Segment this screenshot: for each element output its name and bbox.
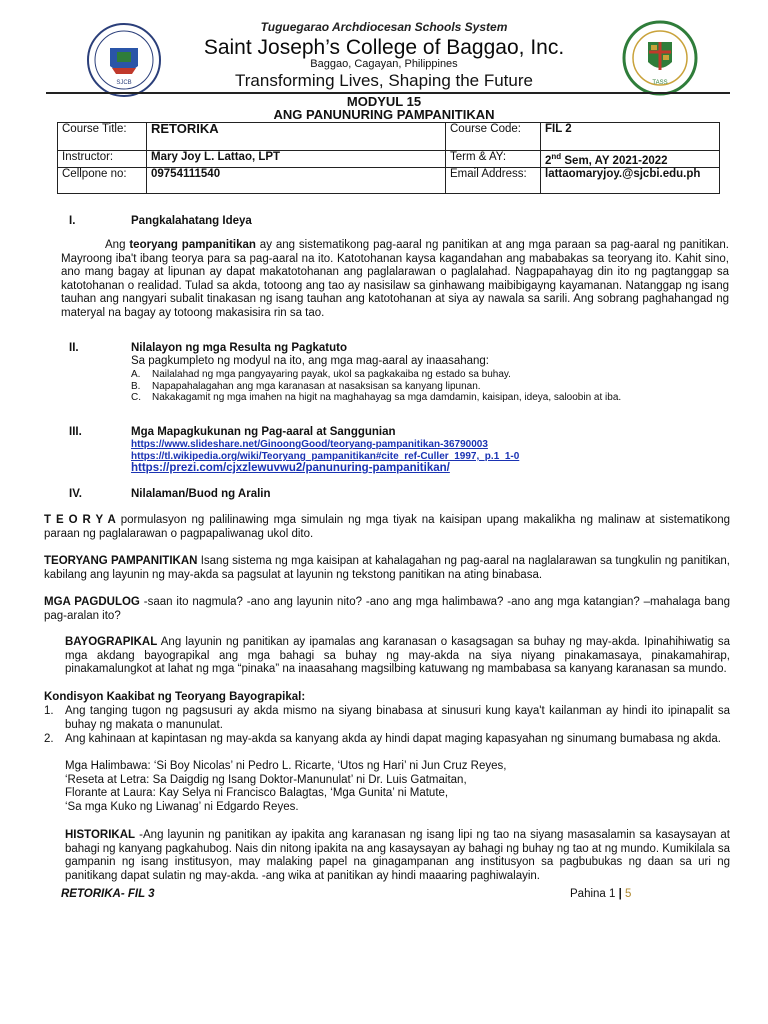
section-3-number: III. <box>69 426 82 438</box>
college-tagline: Transforming Lives, Shaping the Future <box>235 71 533 90</box>
instructor-label: Instructor: <box>58 151 147 168</box>
halimbawa-examples <box>65 760 725 814</box>
course-code-value: FIL 2 <box>541 123 720 151</box>
footer-course-label: RETORIKA- FIL 3 <box>61 888 155 900</box>
reference-link-prezi[interactable]: https://prezi.com/cjxzlewuvwu2/panunuring-pampanitikan/ <box>131 462 450 474</box>
example-line: ‘Reseta at Letra: Sa Daigdig ng Isang Doktor-Manunulat’ ni Dr. Luis Gatmaitan, <box>65 773 467 786</box>
historikal-paragraph: HISTORIKAL -Ang layunin ng panitikan ay ipakita ang karanasan ng isang lipi ng tao na siyang masasalamin sa kasaysayan at bahagi ng kanyang pagkahubog. Nais din nitong ipakita na ang kasaysayan ay bahagi ng buhay ng tao at ng mundo. Kumikilala sa gampanin ng isang institusyon, may malaking papel na ginagampanan ang institusyon sa pagbubukas ng daan sa uri ng panitikang dapat sulatin ng may-akda. -ang wika at panitikan ay hindi maaaring paghiwalayin. <box>65 829 730 882</box>
course-title-value: RETORIKA <box>147 123 446 151</box>
section-2-number: II. <box>69 342 79 354</box>
reference-link-slideshare[interactable]: https://www.slideshare.net/GinoongGood/teoryang-pampanitikan-36790003 <box>131 439 488 450</box>
footer-page-number: Pahina 1 | 5 <box>570 888 632 900</box>
list-item: A. Nailalahad ng mga pangyayaring payak, ukol sa pagkakaiba ng estado sa buhay. <box>131 369 511 380</box>
svg-text:TASS: TASS <box>652 80 668 86</box>
list-item: B. Napapahalagahan ang mga karanasan at nasaksisan sa kanyang lipunan. <box>131 380 481 392</box>
section-4-number: IV. <box>69 488 83 500</box>
archdiocesan-seal-logo <box>622 20 698 96</box>
email-label: Email Address: <box>446 167 541 193</box>
cellphone-value: 09754111540 <box>147 167 446 193</box>
course-title-label: Course Title: <box>58 123 147 151</box>
teorya-definition: T E O R Y A pormulasyon ng palilinawing mga simulain ng mga tiyak na kaisipan upang makalikha ng malinaw at sistematikong paraan ng paglalarawan o pagpapaliwanag ukol dito. <box>44 514 730 540</box>
teoryang-pampanitikan-definition: TEORYANG PAMPANITIKAN Isang sistema ng mga kaisipan at kahalagahan ng pag-aaral na naglalarawan sa tungkulin ng panitikan, kabilang ang layunin ng may-akda sa pagsulat at layunin ng tekstong panitikan na ating binabasa. <box>44 555 731 581</box>
section-4-title: Nilalaman/Buod ng Aralin <box>131 488 271 500</box>
section-2-intro: Sa pagkumpleto ng modyul na ito, ang mga mag-aaral ay inaasahang: <box>131 355 490 367</box>
module-number: MODYUL 15 <box>346 94 422 109</box>
bayograpikal-paragraph: BAYOGRAPIKAL Ang layunin ng panitikan ay ipamalas ang karanasan o kasagsagan sa buhay ng may-akda. Ipinahihiwatig sa mga akdang bayograpikal ang mga bahagi sa buhay ng may-akda na siya niyang pinakamasaya, pinakamahirap, pinakamalungkot at lahat ng mga “pinaka” na inaasahang magsilbing katuwang ng mambabasa sa kanyang karanasan sa mundo. <box>65 636 730 675</box>
email-value: lattaomaryjoy.@sjcbi.edu.ph <box>541 167 720 193</box>
list-item: C. Nakakagamit ng mga imahen na higit na maghahayag sa mga damdamin, kaisipan, ideya, saloobin at iba. <box>131 392 622 403</box>
college-seal-logo <box>86 22 162 98</box>
college-address: Baggao, Cagayan, Philippines <box>310 58 458 70</box>
term-label: Term & AY: <box>446 151 541 168</box>
cellphone-label: Cellpone no: <box>58 167 147 193</box>
instructor-value: Mary Joy L. Lattao, LPT <box>147 151 446 168</box>
college-name: Saint Joseph’s College of Baggao, Inc. <box>203 36 565 59</box>
module-title: ANG PANUNURING PAMPANITIKAN <box>273 107 495 122</box>
example-line: Florante at Laura: Kay Selya ni Francisco Balagtas, ‘Mga Gunita’ ni Matute, <box>65 787 449 799</box>
school-system-name: Tuguegarao Archdiocesan Schools System <box>260 20 508 34</box>
section-1-number: I. <box>69 215 76 227</box>
kondisyon-heading: Kondisyon Kaakibat ng Teoryang Bayograpikal: <box>44 691 306 703</box>
svg-text:SJCB: SJCB <box>116 80 132 86</box>
section-2-title: Nilalayon ng mga Resulta ng Pagkatuto <box>131 342 347 354</box>
section-3-title: Mga Mapagkukunan ng Pag-aaral at Sanggunian <box>131 426 396 438</box>
term-value: 2nd Sem, AY 2021-2022 <box>541 151 720 168</box>
learning-outcomes-list <box>131 369 731 404</box>
example-line: Mga Halimbawa: ‘Si Boy Nicolas’ ni Pedro L. Ricarte, ‘Utos ng Hari’ ni Jun Cruz Reyes, <box>65 760 507 772</box>
mga-pagdulog-definition: MGA PAGDULOG -saan ito nagmula? -ano ang layunin nito? -ano ang mga halimbawa? -ano ang mga katangian? –mahalaga bang pag-aralan ito? <box>44 596 730 622</box>
kondisyon-item-1: 1. Ang tanging tugon ng pagsusuri ay akda mismo na siyang binabasa at sinusuri kung kaya't kailanman ay hindi ito ipinapalit sa buhay ng makata o manunulat. <box>44 705 730 731</box>
section-1-title: Pangkalahatang Ideya <box>131 215 252 227</box>
course-info-table <box>57 122 720 194</box>
section-1-paragraph: Ang teoryang pampanitikan ay ang sistematikong pag-aaral ng panitikan at ang mga paraan sa pag-aaral ng panitikan. Mayroong iba't ibang teorya para sa pag-aaral na ito. Katotohanan kaysa kagandahan ang mababakas sa teoryang ito. Kahit sino, ano mang bagay at lipunan ay dapat makatotohanan ang paglalarawan o paglalahad. Nagpapahayag din ito ng pagtanggap sa katotohanan o realidad. Tulad sa akda, totoong ang tao ay nasisilaw sa ginhawang maibibigayng kayamanan. Natanggap ng isang tauhan ang nangyari subalit tinakasan ng isang tauhan ang katotohanan at siya ay nawala sa sarili. Ang sobrang paghahangad ng materyal na bagay ay totoong makasisira rin sa tao. <box>61 239 729 319</box>
kondisyon-item-2: 2. Ang kahinaan at kapintasan ng may-akda sa kanyang akda ay hindi dapat maging kapasyahan ng sinumang bumabasa ng akda. <box>44 733 721 745</box>
course-code-label: Course Code: <box>446 123 541 151</box>
reference-link-wikipedia[interactable]: https://tl.wikipedia.org/wiki/Teoryang_pampanitikan#cite_ref-Culler_1997,_p.1_1-0 <box>131 451 520 462</box>
example-line: ‘Sa mga Kuko ng Liwanag’ ni Edgardo Reyes. <box>65 800 299 813</box>
